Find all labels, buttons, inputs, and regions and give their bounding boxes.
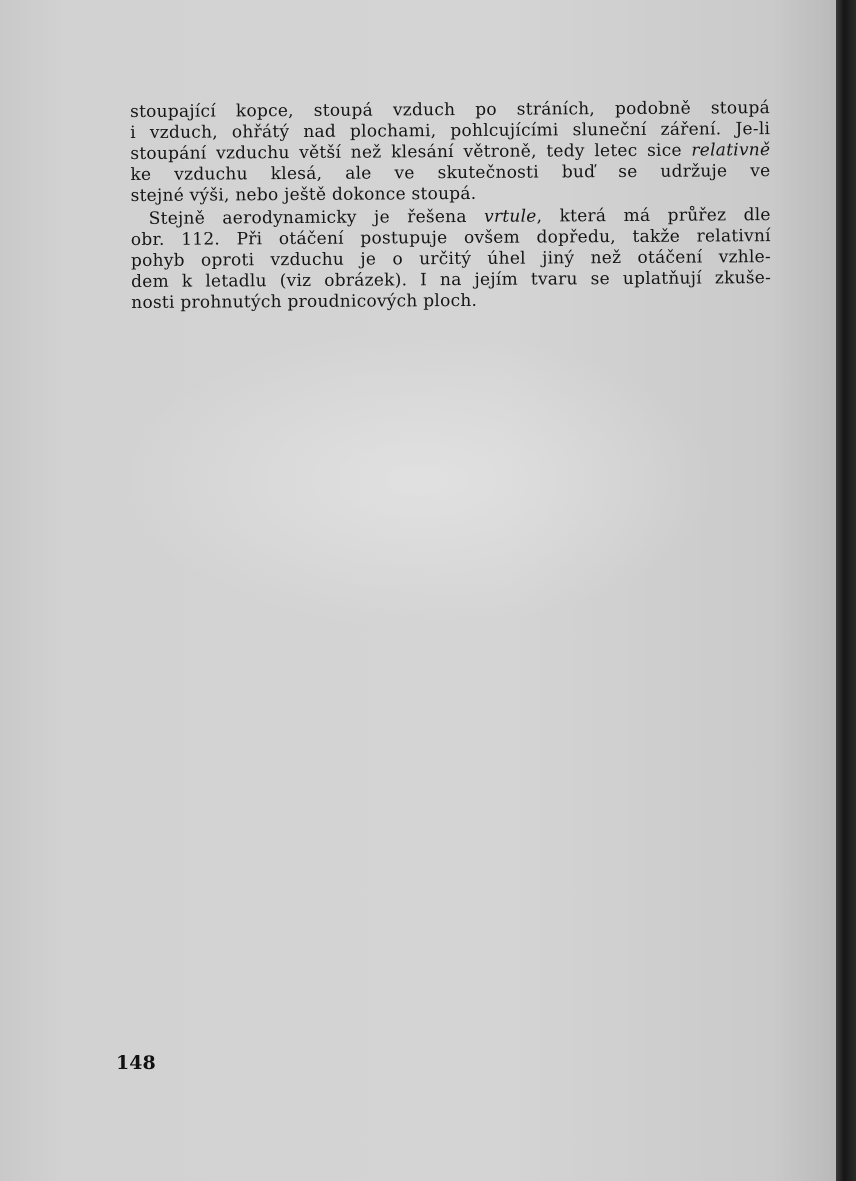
page-number: 148 [116, 1052, 156, 1074]
text-line: ke vzduchu klesá, ale ve skutečnosti buď se udržuje ve [130, 161, 771, 185]
text-line: pohyb oproti vzduchu je o určitý úhel jiný než otáčení vzhle- [130, 247, 772, 271]
text-line: stoupání vzduchu větší než klesání větroně, tedy letec sice relativně [130, 140, 771, 164]
text-line: obr. 112. Při otáčení postupuje ovšem dopředu, takže relativní [130, 226, 771, 250]
body-text [130, 98, 771, 314]
text-line: stoupající kopce, stoupá vzduch po stráních, podobně stoupá [130, 98, 771, 122]
text-line: dem k letadlu (viz obrázek). I na jejím tvaru se uplatňují zkuše- [131, 268, 772, 292]
text-line: nosti prohnutých proudnicových ploch. [131, 290, 478, 313]
book-spine-edge [836, 0, 856, 1181]
text-line: Stejně aerodynamicky je řešena vrtule, která má průřez dle [148, 205, 771, 229]
text-line: stejné výši, nebo ještě dokonce stoupá. [130, 183, 477, 206]
paragraph-1 [130, 98, 771, 207]
show-through-figure [120, 330, 720, 630]
emphasized-word: vrtule [484, 206, 537, 227]
emphasized-word: relativně [691, 140, 771, 161]
text-line: i vzduch, ohřátý nad plochami, pohlcujícími sluneční záření. Je-li [130, 119, 771, 143]
paragraph-2 [131, 205, 772, 314]
